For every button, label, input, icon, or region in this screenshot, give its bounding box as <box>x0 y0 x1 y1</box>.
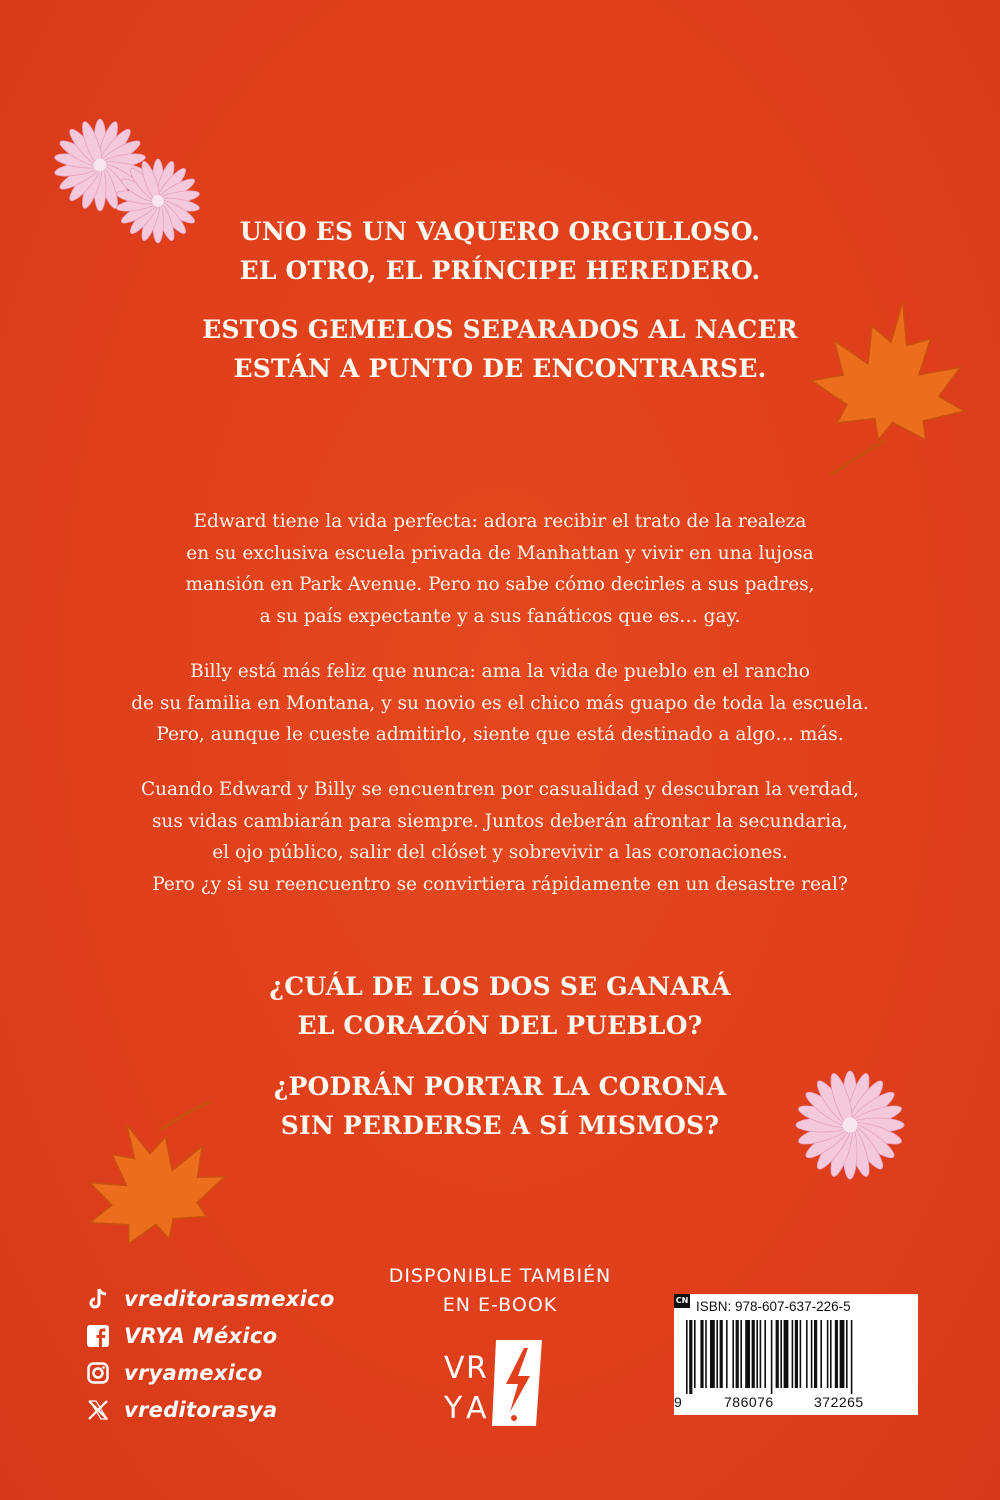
barcode-bar <box>705 1320 707 1388</box>
barcode-bar <box>740 1320 742 1388</box>
barcode-bar <box>771 1320 773 1394</box>
paragraph-line: en su exclusiva escuela privada de Manhattan y vivir en una lujosa <box>186 542 814 564</box>
social-links <box>86 1280 335 1428</box>
paragraph-line: el ojo público, salir del clóset y sobrevivir a las coronaciones. <box>212 842 788 863</box>
barcode-bars <box>686 1320 908 1394</box>
paragraph-line: Billy está más feliz que nunca: ama la vida de pueblo en el rancho <box>190 661 810 682</box>
barcode-digits-left: 786076 <box>724 1394 774 1410</box>
paragraph-line: sus vidas cambiarán para siempre. Juntos deberán afrontar la secundaria, <box>151 810 849 832</box>
tiktok-icon <box>86 1287 110 1311</box>
barcode-bar <box>756 1320 758 1388</box>
barcode-bar <box>811 1320 813 1388</box>
barcode-bar <box>752 1320 755 1388</box>
ebook-notice <box>350 1262 650 1320</box>
barcode-bar <box>736 1320 739 1388</box>
barcode-bar <box>745 1320 750 1388</box>
barcode-bar <box>851 1320 853 1394</box>
flower-center <box>94 159 107 172</box>
logo-letter: R <box>466 1351 487 1386</box>
social-handle: VRYA México <box>124 1323 278 1348</box>
barcode-digit-first: 9 <box>674 1394 682 1410</box>
paragraph-edward <box>0 506 1000 632</box>
question-line: ¿CUÁL DE LOS DOS SE GANARÁ <box>269 972 731 1001</box>
question-line: ¿PODRÁN PORTAR LA CORONA <box>273 1072 727 1101</box>
headline-top <box>0 212 1000 290</box>
social-handle: vryamexico <box>124 1360 263 1385</box>
barcode-bar <box>700 1320 703 1388</box>
barcode-bar <box>716 1320 718 1388</box>
headline-line: EL OTRO, EL PRÍNCIPE HEREDERO. <box>239 256 761 285</box>
barcode-bar <box>710 1320 715 1388</box>
headline-twins <box>0 310 1000 388</box>
barcode-bar <box>686 1320 688 1394</box>
social-facebook[interactable] <box>86 1317 335 1354</box>
ebook-notice-line: DISPONIBLE TAMBIÉN <box>388 1265 612 1287</box>
headline-line: UNO ES UN VAQUERO ORGULLOSO. <box>239 217 761 246</box>
barcode-bar <box>689 1320 692 1394</box>
paragraph-billy <box>0 656 1000 751</box>
headline-line: ESTÁN A PUNTO DE ENCONTRARSE. <box>233 354 767 383</box>
logo-letter: A <box>466 1391 487 1426</box>
barcode-bar <box>827 1320 829 1388</box>
facebook-icon <box>86 1324 110 1348</box>
barcode-bar <box>792 1320 794 1388</box>
paragraph-line: de su familia en Montana, y su novio es el chico más guapo de toda la escuela. <box>131 692 869 714</box>
barcode-bar <box>784 1320 789 1388</box>
barcode-bar <box>835 1320 838 1388</box>
barcode-bar <box>800 1320 802 1388</box>
isbn-number: ISBN: 978-607-637-226-5 <box>696 1299 851 1314</box>
social-tiktok[interactable] <box>86 1280 335 1317</box>
x-icon <box>86 1398 110 1422</box>
barcode-bar <box>795 1320 798 1388</box>
barcode-bar <box>820 1320 822 1388</box>
barcode-bar <box>764 1320 766 1388</box>
barcode-bar <box>814 1320 817 1388</box>
barcode-bar <box>806 1320 808 1388</box>
barcode-bar <box>694 1320 696 1388</box>
paragraph-together <box>0 774 1000 900</box>
barcode-bar <box>830 1320 832 1388</box>
isbn-barcode <box>674 1294 918 1415</box>
paragraph-line: a su país expectante y a sus fanáticos que es… gay. <box>259 605 741 627</box>
barcode-bar <box>776 1320 779 1388</box>
logo-letter: V <box>444 1351 465 1386</box>
paragraph-line: Pero ¿y si su reencuentro se convirtiera rápidamente en un desastre real? <box>152 873 848 895</box>
vrya-logo <box>440 1340 544 1426</box>
barcode-bar <box>720 1320 723 1388</box>
question-line: EL CORAZÓN DEL PUEBLO? <box>297 1011 703 1040</box>
social-handle: vreditorasya <box>124 1397 278 1422</box>
logo-letter: Y <box>444 1391 463 1426</box>
paragraph-line: Pero, aunque le cueste admitirlo, siente que está destinado a algo… más. <box>156 724 844 745</box>
social-instagram[interactable] <box>86 1354 335 1391</box>
barcode-bar <box>780 1320 782 1388</box>
question-line: SIN PERDERSE A SÍ MISMOS? <box>280 1111 720 1140</box>
cn-badge: CN <box>674 1294 690 1308</box>
social-handle: vreditorasmexico <box>124 1286 335 1311</box>
ebook-notice-line: EN E-BOOK <box>442 1294 558 1316</box>
barcode-bar <box>840 1320 845 1388</box>
paragraph-line: Cuando Edward y Billy se encuentren por casualidad y descubran la verdad, <box>140 779 860 800</box>
paragraph-line: mansión en Park Avenue. Pero no sabe cómo decirles a sus padres, <box>185 574 815 595</box>
barcode-digits-right: 372265 <box>814 1394 864 1410</box>
barcode-bar <box>732 1320 734 1388</box>
barcode-bar <box>846 1320 848 1388</box>
question-heart <box>0 967 1000 1045</box>
paragraph-line: Edward tiene la vida perfecta: adora recibir el trato de la realeza <box>193 511 807 532</box>
instagram-icon <box>86 1361 110 1385</box>
headline-line: ESTOS GEMELOS SEPARADOS AL NACER <box>202 315 798 344</box>
social-x[interactable] <box>86 1391 335 1428</box>
question-crown <box>0 1067 1000 1145</box>
barcode-bar <box>726 1320 728 1388</box>
flower-center <box>152 195 164 207</box>
barcode-bar <box>760 1320 762 1388</box>
